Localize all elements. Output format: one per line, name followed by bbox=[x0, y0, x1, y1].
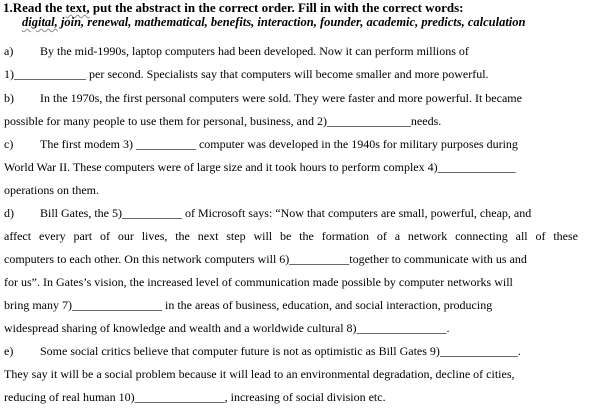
paragraph-b-line-1 bbox=[4, 91, 522, 105]
paragraph-d-line-1 bbox=[4, 206, 531, 220]
paragraph-d-line-5: bring many 7)_______________ in the areas of business, education, and social interaction, producing bbox=[4, 298, 493, 312]
paragraph-a-text-1: By the mid-1990s, laptop computers had been developed. Now it can perform millions of bbox=[40, 44, 469, 58]
heading-text-word: text, bbox=[65, 0, 90, 15]
paragraph-label-a: a) bbox=[4, 44, 14, 58]
word-bank-first: digital, bbox=[22, 15, 58, 29]
paragraph-d-line-6: widespread sharing of knowledge and wealth and a worldwide cultural 8)_______________. bbox=[4, 321, 450, 335]
paragraph-d-line-3: computers to each other. On this network computers will 6)__________together to communicate with us and bbox=[4, 252, 527, 266]
paragraph-label-b: b) bbox=[4, 91, 14, 105]
paragraph-a-line-1 bbox=[4, 44, 469, 58]
paragraph-e-text-1: Some social critics believe that computer future is not as optimistic as Bill Gates 9)_____________. bbox=[40, 344, 521, 358]
paragraph-label-d: d) bbox=[4, 206, 14, 220]
exercise-heading bbox=[3, 1, 463, 15]
paragraph-d-line-2: affect every part of our lives, the next step will be the formation of a network connecting all of these bbox=[4, 229, 578, 243]
paragraph-b-text-1: In the 1970s, the first personal computers were sold. They were faster and more powerful. It became bbox=[40, 91, 522, 105]
paragraph-d-line-4: for us”. In Gates’s vision, the increased level of communication made possible by computer networks will bbox=[4, 275, 513, 289]
paragraph-c-line-3: operations on them. bbox=[4, 183, 99, 197]
paragraph-e-line-3: reducing of real human 10)_______________, increasing of social division etc. bbox=[4, 390, 386, 404]
paragraph-e-line-2: They say it will be a social problem because it will lead to an environmental degradation, decline of cities, bbox=[4, 367, 515, 381]
paragraph-e-line-1 bbox=[4, 344, 521, 358]
paragraph-c-line-2: World War II. These computers were of large size and it took hours to perform complex 4)_____________ bbox=[4, 160, 516, 174]
paragraph-a-line-2: 1)____________ per second. Specialists say that computers will become smaller and more powerful. bbox=[4, 67, 489, 81]
paragraph-label-c: c) bbox=[4, 137, 14, 151]
word-bank-rest: join, renewal, mathematical, benefits, interaction, founder, academic, predicts, calculation bbox=[57, 15, 526, 29]
word-bank bbox=[22, 15, 525, 29]
paragraph-d-text-1: Bill Gates, the 5)__________ of Microsoft says: “Now that computers are small, powerful, cheap, and bbox=[40, 206, 532, 220]
paragraph-c-text-1: The first modem 3) __________ computer was developed in the 1940s for military purposes during bbox=[40, 137, 518, 151]
heading-text-end: put the abstract in the correct order. Fill in with the correct words: bbox=[89, 0, 464, 15]
heading-text-start: Read the bbox=[12, 0, 66, 15]
paragraph-c-line-1 bbox=[4, 137, 518, 151]
exercise-number: 1. bbox=[3, 0, 13, 15]
paragraph-label-e: e) bbox=[4, 344, 14, 358]
paragraph-b-line-2: possible for many people to use them for personal, business, and 2)______________needs. bbox=[4, 114, 442, 128]
